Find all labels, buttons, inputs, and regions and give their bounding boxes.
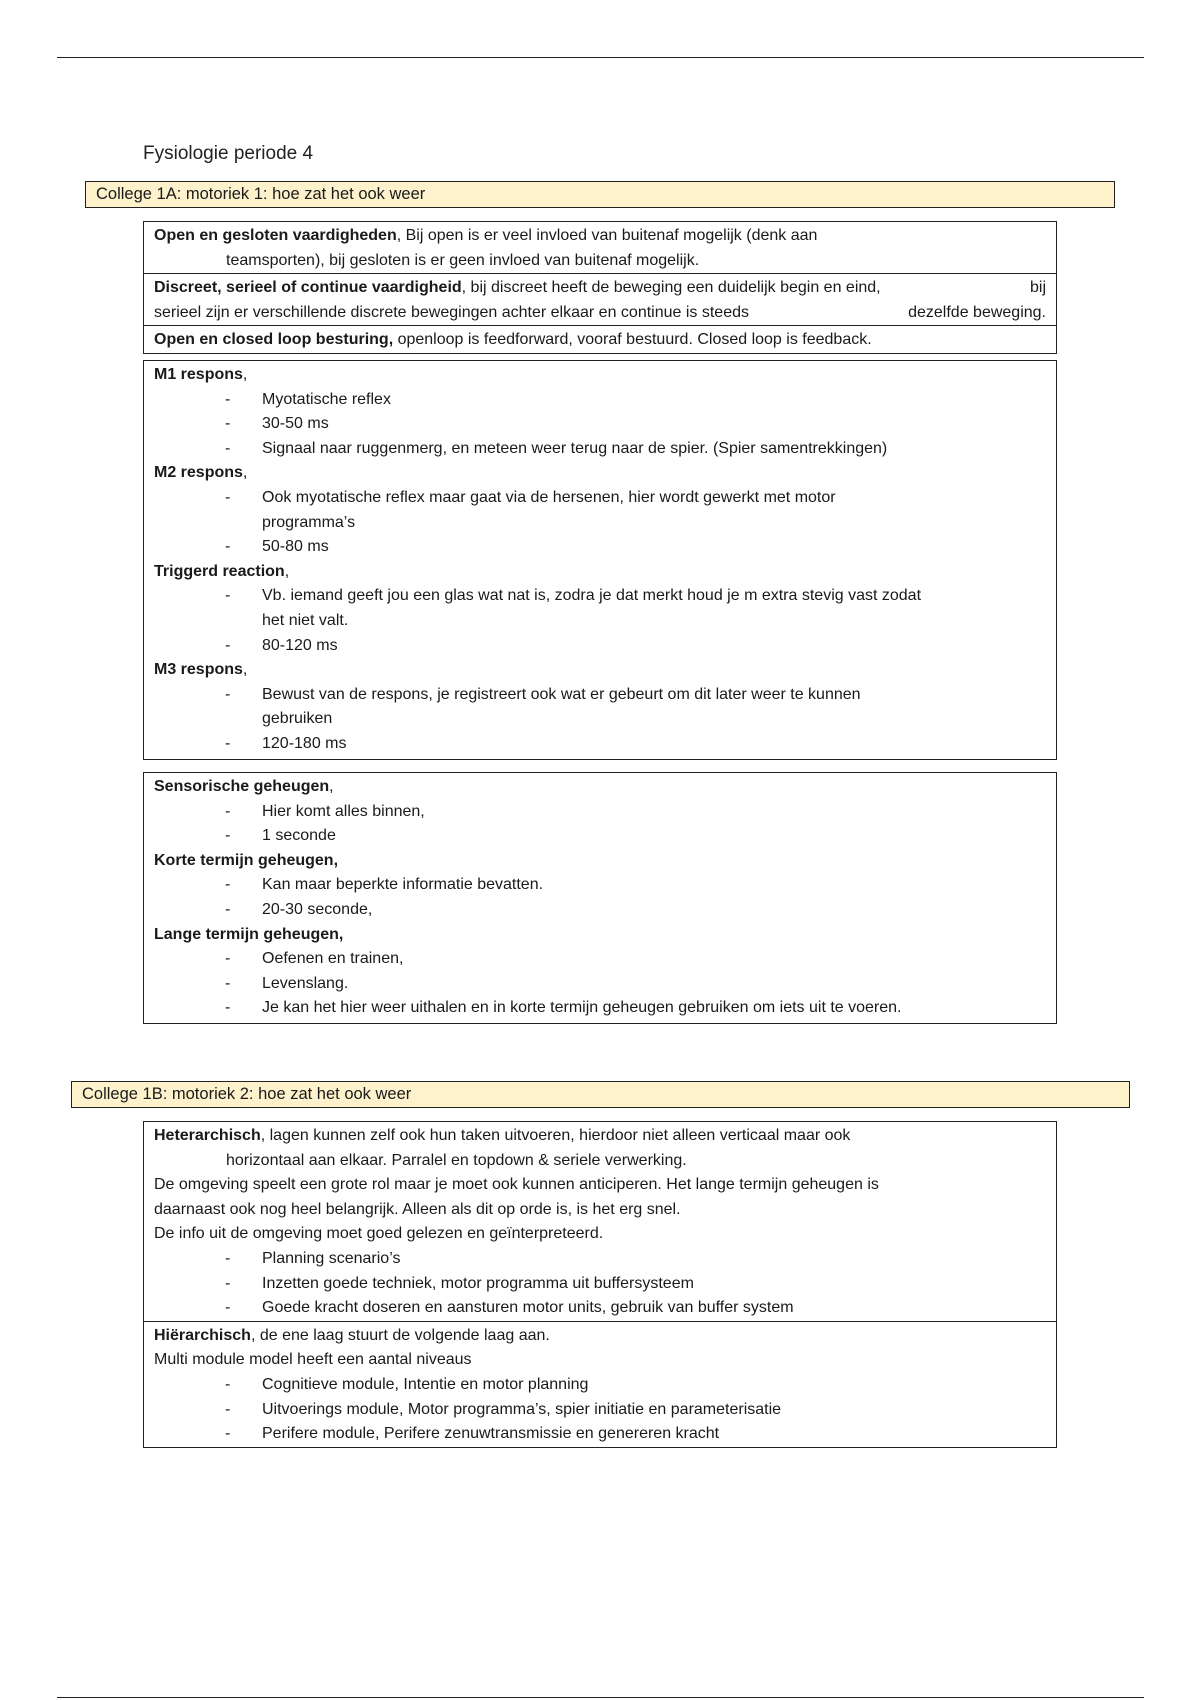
box-geheugen <box>143 772 1057 1024</box>
item-text-cont: het niet valt. <box>262 611 349 629</box>
cell-geheugen <box>144 773 1056 1023</box>
cell-discreet <box>144 273 1056 325</box>
cell-loop <box>144 325 1056 353</box>
bullet-dash: - <box>225 1274 231 1292</box>
section-triggerd <box>154 560 1046 585</box>
document-title: Fysiologie periode 4 <box>143 143 314 164</box>
text-line: De omgeving speelt een grote rol maar je moet ook kunnen anticiperen. Het lange termijn geheugen is <box>154 1176 879 1194</box>
list-item <box>154 824 1046 849</box>
term-lange-termijn: Lange termijn geheugen, <box>154 925 344 943</box>
list-item <box>154 732 1046 757</box>
section-lange-termijn <box>154 923 1046 948</box>
bullet-dash: - <box>225 974 231 992</box>
bullet-list <box>154 800 1046 849</box>
cell-heterarchisch <box>144 1122 1056 1321</box>
bullet-list <box>154 584 1046 658</box>
bullet-dash: - <box>225 1400 231 1418</box>
list-item <box>154 873 1046 898</box>
box-besturing <box>143 1121 1057 1448</box>
item-text-cont: programma’s <box>262 513 356 531</box>
item-text: 20-30 seconde, <box>262 900 373 918</box>
list-item <box>154 388 1046 413</box>
list-item <box>154 1296 1046 1321</box>
item-text: Je kan het hier weer uithalen en in korte termijn geheugen gebruiken om iets uit te voeren. <box>262 999 902 1017</box>
term-sensorisch: Sensorische geheugen <box>154 778 330 795</box>
term-loop: Open en closed loop besturing, <box>154 331 394 349</box>
bullet-dash: - <box>225 538 231 556</box>
item-text: Bewust van de respons, je registreert ook wat er gebeurt om dit later weer te kunnen <box>262 685 861 703</box>
section-heading-college-1a: College 1A: motoriek 1: hoe zat het ook weer <box>85 181 1115 208</box>
bullet-dash: - <box>225 827 231 845</box>
item-text: Cognitieve module, Intentie en motor planning <box>262 1375 589 1393</box>
text-line: Multi module model heeft een aantal niveaus <box>154 1351 472 1369</box>
item-text-cont: gebruiken <box>262 710 333 728</box>
bullet-dash: - <box>225 1249 231 1267</box>
bullet-dash: - <box>225 1425 231 1443</box>
text-line: dezelfde beweging. <box>908 303 1046 321</box>
text-line: openloop is feedforward, vooraf bestuurd. Closed loop is feedback. <box>393 331 872 349</box>
bullet-dash: - <box>225 950 231 968</box>
item-text: Levenslang. <box>262 974 349 992</box>
bullet-dash: - <box>225 390 231 408</box>
item-text: Perifere module, Perifere zenuwtransmissie en genereren kracht <box>262 1425 720 1443</box>
bullet-dash: - <box>225 685 231 703</box>
bullet-list <box>154 388 1046 462</box>
header-rule <box>57 57 1144 58</box>
suffix: , <box>242 464 248 482</box>
section-m3 <box>154 658 1046 683</box>
section-sensorisch <box>154 775 1046 800</box>
list-item <box>154 535 1046 560</box>
item-text: Planning scenario’s <box>262 1249 401 1267</box>
bullet-dash: - <box>225 1375 231 1393</box>
bullet-list <box>154 873 1046 922</box>
text-line: daarnaast ook nog heel belangrijk. Alleen als dit op orde is, is het erg snel. <box>154 1200 681 1218</box>
list-item <box>154 972 1046 997</box>
text-line: , bij discreet heeft de beweging een duidelijk begin en eind, <box>461 279 881 297</box>
bullet-list <box>154 683 1046 757</box>
text-line: De info uit de omgeving moet goed gelezen en geïnterpreteerd. <box>154 1225 604 1243</box>
suffix: , <box>242 366 248 383</box>
bullet-dash: - <box>225 439 231 457</box>
list-item <box>154 898 1046 923</box>
list-item <box>154 1398 1046 1423</box>
term-hierarchisch: Hiërarchisch <box>154 1326 251 1344</box>
term-korte-termijn: Korte termijn geheugen, <box>154 851 339 869</box>
box-vaardigheden <box>143 221 1057 354</box>
item-text: Inzetten goede techniek, motor programma uit buffersysteem <box>262 1274 694 1292</box>
bullet-dash: - <box>225 636 231 654</box>
section-korte-termijn <box>154 849 1046 874</box>
cell-open-gesloten <box>144 222 1056 273</box>
bullet-dash: - <box>225 876 231 894</box>
text-line: serieel zijn er verschillende discrete bewegingen achter elkaar en continue is steeds <box>154 303 749 321</box>
item-text: Oefenen en trainen, <box>262 950 404 968</box>
term-open-gesloten: Open en gesloten vaardigheden <box>154 227 397 244</box>
section-heading-college-1b: College 1B: motoriek 2: hoe zat het ook weer <box>71 1081 1130 1108</box>
list-item <box>154 1373 1046 1398</box>
bullet-dash: - <box>225 734 231 752</box>
bullet-list <box>154 1247 1046 1321</box>
list-item <box>154 1272 1046 1297</box>
text-line: , de ene laag stuurt de volgende laag aan. <box>250 1326 550 1344</box>
list-item <box>154 947 1046 972</box>
item-text: Myotatische reflex <box>262 390 391 408</box>
term-m3: M3 respons <box>154 661 243 679</box>
bullet-dash: - <box>225 802 231 820</box>
text-line: bij <box>1029 279 1046 297</box>
item-text: Goede kracht doseren en aansturen motor units, gebruik van buffer system <box>262 1299 794 1317</box>
bullet-dash: - <box>225 488 231 506</box>
footer-rule <box>57 1697 1144 1698</box>
list-item <box>154 437 1046 462</box>
item-text: Hier komt alles binnen, <box>262 802 425 820</box>
item-text: 80-120 ms <box>262 636 338 654</box>
list-item <box>154 584 1046 633</box>
item-text: Ook myotatische reflex maar gaat via de hersenen, hier wordt gewerkt met motor <box>262 488 836 506</box>
suffix: , <box>284 562 290 580</box>
list-item <box>154 486 1046 535</box>
suffix: , <box>242 661 248 679</box>
box-responsen <box>143 360 1057 760</box>
bullet-list <box>154 1373 1046 1447</box>
list-item <box>154 1422 1046 1447</box>
cell-responsen <box>144 361 1056 759</box>
suffix: , <box>329 778 334 795</box>
bullet-dash: - <box>225 999 231 1017</box>
bullet-dash: - <box>225 1299 231 1317</box>
text-line: , Bij open is er veel invloed van buitenaf mogelijk (denk aan <box>396 227 818 244</box>
section-m1 <box>154 363 1046 388</box>
item-text: Uitvoerings module, Motor programma’s, spier initiatie en parameterisatie <box>262 1400 782 1418</box>
list-item <box>154 412 1046 437</box>
bullet-dash: - <box>225 587 231 605</box>
text-line: teamsporten), bij gesloten is er geen invloed van buitenaf mogelijk. <box>226 251 700 269</box>
list-item <box>154 996 1046 1021</box>
term-discreet: Discreet, serieel of continue vaardigheid <box>154 279 462 297</box>
term-m1: M1 respons <box>154 366 243 383</box>
text-line: , lagen kunnen zelf ook hun taken uitvoeren, hierdoor niet alleen verticaal maar ook <box>260 1127 851 1144</box>
list-item <box>154 683 1046 732</box>
bullet-dash: - <box>225 415 231 433</box>
term-m2: M2 respons <box>154 464 243 482</box>
item-text: 50-80 ms <box>262 538 329 556</box>
section-m2 <box>154 461 1046 486</box>
list-item <box>154 800 1046 825</box>
term-heterarchisch: Heterarchisch <box>154 1127 261 1144</box>
list-item <box>154 634 1046 659</box>
item-text: Kan maar beperkte informatie bevatten. <box>262 876 544 894</box>
term-triggerd: Triggerd reaction <box>154 562 285 580</box>
item-text: Vb. iemand geeft jou een glas wat nat is, zodra je dat merkt houd je m extra stevig vast zodat <box>262 587 922 605</box>
cell-hierarchisch <box>144 1321 1056 1447</box>
item-text: 1 seconde <box>262 827 336 845</box>
item-text: Signaal naar ruggenmerg, en meteen weer terug naar de spier. (Spier samentrekkingen) <box>262 439 888 457</box>
text-line: horizontaal aan elkaar. Parralel en topdown & seriele verwerking. <box>226 1151 687 1169</box>
item-text: 30-50 ms <box>262 415 329 433</box>
list-item <box>154 1247 1046 1272</box>
item-text: 120-180 ms <box>262 734 347 752</box>
bullet-list <box>154 486 1046 560</box>
bullet-dash: - <box>225 900 231 918</box>
bullet-list <box>154 947 1046 1021</box>
